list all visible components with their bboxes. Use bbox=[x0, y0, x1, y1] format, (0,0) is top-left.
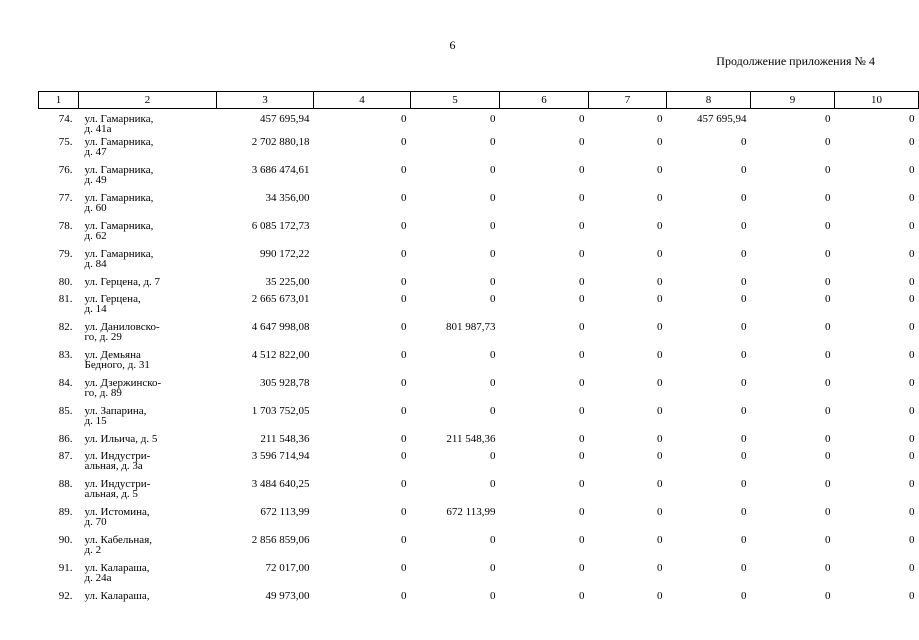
value-cell-c9: 0 bbox=[825, 321, 831, 333]
address-cell bbox=[79, 378, 217, 406]
address-line-2: Бедного, д. 31 bbox=[84, 359, 150, 371]
value-cell-c5: 0 bbox=[490, 590, 496, 602]
value-cell-c3: 34 356,00 bbox=[265, 192, 310, 204]
address-line-1: ул. Гамарника, bbox=[84, 248, 154, 260]
value-cell-c6: 0 bbox=[579, 506, 585, 518]
value-cell-c6: 0 bbox=[579, 405, 585, 417]
value-cell-c6: 0 bbox=[579, 113, 585, 125]
value-cell-c5: 0 bbox=[490, 478, 496, 490]
address-cell bbox=[79, 137, 217, 165]
value-cell-c6: 0 bbox=[579, 321, 585, 333]
value-cell-c8: 0 bbox=[741, 220, 747, 232]
value-cell-c8: 0 bbox=[741, 478, 747, 490]
address-line-1: ул. Даниловско- bbox=[84, 321, 160, 333]
value-cell-c8: 0 bbox=[741, 276, 747, 288]
value-cell-c8: 0 bbox=[741, 293, 747, 305]
address-cell bbox=[79, 165, 217, 193]
value-cell-c5: 0 bbox=[490, 276, 496, 288]
row-number: 84. bbox=[58, 377, 73, 389]
value-cell-c6: 0 bbox=[579, 248, 585, 260]
address-line-1: ул. Запарина, bbox=[84, 405, 147, 417]
value-cell-c8: 0 bbox=[741, 405, 747, 417]
value-cell-c3: 2 856 859,06 bbox=[251, 534, 310, 546]
address-line-2: альная, д. 5 bbox=[84, 488, 138, 500]
value-cell-c3: 672 113,99 bbox=[260, 506, 310, 518]
table-row bbox=[39, 406, 919, 434]
value-cell-c8: 0 bbox=[741, 450, 747, 462]
table-row bbox=[39, 378, 919, 406]
value-cell-c7: 0 bbox=[657, 349, 663, 361]
value-cell-c3: 3 686 474,61 bbox=[251, 164, 310, 176]
value-cell-c6: 0 bbox=[579, 534, 585, 546]
address-line-1: ул. Индустри- bbox=[84, 450, 151, 462]
value-cell-c4: 0 bbox=[401, 276, 407, 288]
value-cell-c8: 0 bbox=[741, 349, 747, 361]
value-cell-c4: 0 bbox=[401, 377, 407, 389]
address-line-1: ул. Индустри- bbox=[84, 478, 151, 490]
value-cell-c4: 0 bbox=[401, 113, 407, 125]
address-cell bbox=[79, 479, 217, 507]
value-cell-c3: 211 548,36 bbox=[260, 433, 310, 445]
value-cell-c10: 0 bbox=[909, 506, 915, 518]
value-cell-c7: 0 bbox=[657, 562, 663, 574]
value-cell-c3: 3 596 714,94 bbox=[251, 450, 310, 462]
value-cell-c3: 35 225,00 bbox=[265, 276, 310, 288]
address-cell bbox=[79, 563, 217, 591]
row-number: 75. bbox=[58, 136, 73, 148]
address-line-1: ул. Герцена, bbox=[84, 293, 141, 305]
address-line-1: ул. Калараша, bbox=[84, 590, 150, 602]
value-cell-c10: 0 bbox=[909, 293, 915, 305]
address-line-1: ул. Гамарника, bbox=[84, 192, 154, 204]
address-line-2: д. 2 bbox=[84, 544, 102, 556]
address-cell bbox=[79, 507, 217, 535]
address-line-1: ул. Герцена, д. 7 bbox=[84, 276, 161, 288]
value-cell-c7: 0 bbox=[657, 248, 663, 260]
table-row bbox=[39, 434, 919, 451]
address-line-2: д. 41а bbox=[84, 123, 112, 135]
value-cell-c7: 0 bbox=[657, 450, 663, 462]
address-cell bbox=[79, 434, 217, 451]
address-line-1: ул. Демьяна bbox=[84, 349, 141, 361]
value-cell-c4: 0 bbox=[401, 562, 407, 574]
value-cell-c6: 0 bbox=[579, 293, 585, 305]
address-cell bbox=[79, 277, 217, 294]
value-cell-c9: 0 bbox=[825, 590, 831, 602]
value-cell-c6: 0 bbox=[579, 192, 585, 204]
value-cell-c10: 0 bbox=[909, 562, 915, 574]
address-line-1: ул. Ильича, д. 5 bbox=[84, 433, 158, 445]
value-cell-c3: 3 484 640,25 bbox=[251, 478, 310, 490]
value-cell-c7: 0 bbox=[657, 276, 663, 288]
row-number: 80. bbox=[58, 276, 73, 288]
value-cell-c9: 0 bbox=[825, 377, 831, 389]
table-row bbox=[39, 507, 919, 535]
row-number: 79. bbox=[58, 248, 73, 260]
table-row bbox=[39, 249, 919, 277]
table-body bbox=[39, 109, 919, 609]
table-header-row bbox=[39, 92, 919, 109]
address-line-2: д. 15 bbox=[84, 415, 107, 427]
row-number: 90. bbox=[58, 534, 73, 546]
column-header: 9 bbox=[751, 92, 835, 109]
column-header: 3 bbox=[217, 92, 314, 109]
table-row bbox=[39, 277, 919, 294]
value-cell-c8: 0 bbox=[741, 377, 747, 389]
value-cell-c10: 0 bbox=[909, 276, 915, 288]
value-cell-c5: 0 bbox=[490, 377, 496, 389]
value-cell-c5: 0 bbox=[490, 192, 496, 204]
value-cell-c8: 0 bbox=[741, 590, 747, 602]
address-cell bbox=[79, 109, 217, 138]
row-number: 83. bbox=[58, 349, 73, 361]
value-cell-c5: 0 bbox=[490, 450, 496, 462]
address-line-2: д. 84 bbox=[84, 258, 107, 270]
value-cell-c9: 0 bbox=[825, 164, 831, 176]
value-cell-c9: 0 bbox=[825, 534, 831, 546]
value-cell-c6: 0 bbox=[579, 276, 585, 288]
value-cell-c6: 0 bbox=[579, 136, 585, 148]
value-cell-c6: 0 bbox=[579, 377, 585, 389]
value-cell-c9: 0 bbox=[825, 113, 831, 125]
value-cell-c10: 0 bbox=[909, 534, 915, 546]
address-line-2: д. 49 bbox=[84, 174, 107, 186]
column-header: 4 bbox=[314, 92, 411, 109]
row-number: 88. bbox=[58, 478, 73, 490]
table-row bbox=[39, 193, 919, 221]
value-cell-c7: 0 bbox=[657, 321, 663, 333]
value-cell-c10: 0 bbox=[909, 220, 915, 232]
address-cell bbox=[79, 535, 217, 563]
value-cell-c3: 305 928,78 bbox=[260, 377, 310, 389]
value-cell-c10: 0 bbox=[909, 433, 915, 445]
value-cell-c6: 0 bbox=[579, 164, 585, 176]
address-line-1: ул. Истомина, bbox=[84, 506, 150, 518]
address-cell bbox=[79, 451, 217, 479]
value-cell-c7: 0 bbox=[657, 220, 663, 232]
value-cell-c5: 0 bbox=[490, 136, 496, 148]
row-number: 87. bbox=[58, 450, 73, 462]
value-cell-c5: 0 bbox=[490, 562, 496, 574]
table-row bbox=[39, 294, 919, 322]
value-cell-c5: 0 bbox=[490, 534, 496, 546]
value-cell-c7: 0 bbox=[657, 377, 663, 389]
value-cell-c9: 0 bbox=[825, 192, 831, 204]
value-cell-c7: 0 bbox=[657, 534, 663, 546]
address-line-2: д. 62 bbox=[84, 230, 107, 242]
column-header: 6 bbox=[500, 92, 589, 109]
table-row bbox=[39, 591, 919, 608]
column-header: 7 bbox=[589, 92, 667, 109]
value-cell-c10: 0 bbox=[909, 113, 915, 125]
value-cell-c8: 457 695,94 bbox=[697, 113, 747, 125]
column-header: 5 bbox=[411, 92, 500, 109]
value-cell-c10: 0 bbox=[909, 248, 915, 260]
column-header: 8 bbox=[667, 92, 751, 109]
row-number: 86. bbox=[58, 433, 73, 445]
value-cell-c4: 0 bbox=[401, 293, 407, 305]
value-cell-c9: 0 bbox=[825, 293, 831, 305]
table-row bbox=[39, 109, 919, 138]
value-cell-c10: 0 bbox=[909, 192, 915, 204]
address-line-2: д. 70 bbox=[84, 516, 107, 528]
value-cell-c7: 0 bbox=[657, 192, 663, 204]
value-cell-c8: 0 bbox=[741, 321, 747, 333]
value-cell-c4: 0 bbox=[401, 220, 407, 232]
address-cell bbox=[79, 221, 217, 249]
value-cell-c4: 0 bbox=[401, 349, 407, 361]
value-cell-c10: 0 bbox=[909, 590, 915, 602]
value-cell-c9: 0 bbox=[825, 136, 831, 148]
address-line-2: альная, д. 3а bbox=[84, 460, 143, 472]
value-cell-c7: 0 bbox=[657, 478, 663, 490]
address-cell bbox=[79, 406, 217, 434]
value-cell-c7: 0 bbox=[657, 405, 663, 417]
address-line-1: ул. Гамарника, bbox=[84, 164, 154, 176]
value-cell-c5: 672 113,99 bbox=[446, 506, 496, 518]
value-cell-c8: 0 bbox=[741, 248, 747, 260]
table-row bbox=[39, 350, 919, 378]
value-cell-c9: 0 bbox=[825, 248, 831, 260]
row-number: 92. bbox=[58, 590, 73, 602]
table-row bbox=[39, 322, 919, 350]
table-row bbox=[39, 563, 919, 591]
address-line-1: ул. Гамарника, bbox=[84, 113, 154, 125]
row-number: 76. bbox=[58, 164, 73, 176]
value-cell-c5: 0 bbox=[490, 113, 496, 125]
value-cell-c9: 0 bbox=[825, 349, 831, 361]
table-row bbox=[39, 479, 919, 507]
value-cell-c9: 0 bbox=[825, 478, 831, 490]
address-line-1: ул. Гамарника, bbox=[84, 220, 154, 232]
address-cell bbox=[79, 193, 217, 221]
value-cell-c3: 2 665 673,01 bbox=[251, 293, 310, 305]
value-cell-c7: 0 bbox=[657, 113, 663, 125]
value-cell-c7: 0 bbox=[657, 164, 663, 176]
value-cell-c9: 0 bbox=[825, 220, 831, 232]
value-cell-c7: 0 bbox=[657, 433, 663, 445]
value-cell-c6: 0 bbox=[579, 590, 585, 602]
value-cell-c9: 0 bbox=[825, 405, 831, 417]
value-cell-c3: 457 695,94 bbox=[260, 113, 310, 125]
value-cell-c4: 0 bbox=[401, 534, 407, 546]
appendix-table bbox=[38, 91, 919, 608]
value-cell-c5: 0 bbox=[490, 248, 496, 260]
value-cell-c3: 4 512 822,00 bbox=[251, 349, 310, 361]
address-line-2: д. 60 bbox=[84, 202, 107, 214]
address-line-1: ул. Калараша, bbox=[84, 562, 150, 574]
value-cell-c5: 0 bbox=[490, 405, 496, 417]
value-cell-c5: 801 987,73 bbox=[446, 321, 496, 333]
value-cell-c9: 0 bbox=[825, 562, 831, 574]
value-cell-c6: 0 bbox=[579, 450, 585, 462]
value-cell-c10: 0 bbox=[909, 450, 915, 462]
value-cell-c9: 0 bbox=[825, 276, 831, 288]
column-header: 10 bbox=[835, 92, 919, 109]
value-cell-c4: 0 bbox=[401, 433, 407, 445]
value-cell-c7: 0 bbox=[657, 136, 663, 148]
value-cell-c7: 0 bbox=[657, 590, 663, 602]
appendix-continuation-title: Продолжение приложения № 4 bbox=[716, 54, 875, 68]
value-cell-c4: 0 bbox=[401, 590, 407, 602]
value-cell-c9: 0 bbox=[825, 433, 831, 445]
value-cell-c3: 990 172,22 bbox=[260, 248, 310, 260]
value-cell-c6: 0 bbox=[579, 220, 585, 232]
value-cell-c5: 0 bbox=[490, 164, 496, 176]
address-cell bbox=[79, 322, 217, 350]
column-header: 1 bbox=[39, 92, 79, 109]
value-cell-c4: 0 bbox=[401, 164, 407, 176]
address-cell bbox=[79, 294, 217, 322]
address-line-2: д. 24а bbox=[84, 572, 112, 584]
address-line-2: го, д. 89 bbox=[84, 387, 122, 399]
value-cell-c10: 0 bbox=[909, 405, 915, 417]
value-cell-c4: 0 bbox=[401, 405, 407, 417]
row-number: 77. bbox=[58, 192, 73, 204]
value-cell-c6: 0 bbox=[579, 433, 585, 445]
value-cell-c4: 0 bbox=[401, 136, 407, 148]
row-number: 78. bbox=[58, 220, 73, 232]
page-number: 6 bbox=[449, 38, 456, 52]
value-cell-c4: 0 bbox=[401, 192, 407, 204]
address-line-2: го, д. 29 bbox=[84, 331, 122, 343]
table-row bbox=[39, 221, 919, 249]
value-cell-c7: 0 bbox=[657, 506, 663, 518]
table-row bbox=[39, 165, 919, 193]
address-cell bbox=[79, 249, 217, 277]
value-cell-c8: 0 bbox=[741, 506, 747, 518]
value-cell-c10: 0 bbox=[909, 164, 915, 176]
value-cell-c4: 0 bbox=[401, 478, 407, 490]
value-cell-c10: 0 bbox=[909, 321, 915, 333]
value-cell-c5: 0 bbox=[490, 220, 496, 232]
address-line-2: д. 47 bbox=[84, 146, 107, 158]
value-cell-c3: 72 017,00 bbox=[265, 562, 310, 574]
address-cell bbox=[79, 350, 217, 378]
row-number: 81. bbox=[58, 293, 73, 305]
table-row bbox=[39, 137, 919, 165]
column-header: 2 bbox=[79, 92, 217, 109]
value-cell-c8: 0 bbox=[741, 136, 747, 148]
value-cell-c4: 0 bbox=[401, 321, 407, 333]
value-cell-c8: 0 bbox=[741, 433, 747, 445]
value-cell-c8: 0 bbox=[741, 534, 747, 546]
row-number: 89. bbox=[58, 506, 73, 518]
row-number: 91. bbox=[58, 562, 73, 574]
value-cell-c6: 0 bbox=[579, 562, 585, 574]
value-cell-c4: 0 bbox=[401, 506, 407, 518]
address-line-1: ул. Кабельная, bbox=[84, 534, 152, 546]
value-cell-c10: 0 bbox=[909, 349, 915, 361]
value-cell-c6: 0 bbox=[579, 349, 585, 361]
value-cell-c10: 0 bbox=[909, 136, 915, 148]
address-line-1: ул. Гамарника, bbox=[84, 136, 154, 148]
value-cell-c3: 2 702 880,18 bbox=[251, 136, 310, 148]
table-row bbox=[39, 535, 919, 563]
table-row bbox=[39, 451, 919, 479]
address-line-1: ул. Дзержинско- bbox=[84, 377, 162, 389]
value-cell-c5: 0 bbox=[490, 293, 496, 305]
value-cell-c3: 4 647 998,08 bbox=[251, 321, 310, 333]
row-number: 74. bbox=[58, 113, 73, 125]
value-cell-c7: 0 bbox=[657, 293, 663, 305]
value-cell-c4: 0 bbox=[401, 248, 407, 260]
value-cell-c10: 0 bbox=[909, 478, 915, 490]
value-cell-c3: 6 085 172,73 bbox=[251, 220, 310, 232]
value-cell-c3: 49 973,00 bbox=[265, 590, 310, 602]
value-cell-c8: 0 bbox=[741, 164, 747, 176]
value-cell-c5: 0 bbox=[490, 349, 496, 361]
value-cell-c5: 211 548,36 bbox=[446, 433, 496, 445]
address-line-2: д. 14 bbox=[84, 303, 107, 315]
value-cell-c8: 0 bbox=[741, 562, 747, 574]
value-cell-c8: 0 bbox=[741, 192, 747, 204]
row-number: 85. bbox=[58, 405, 73, 417]
value-cell-c4: 0 bbox=[401, 450, 407, 462]
value-cell-c9: 0 bbox=[825, 506, 831, 518]
value-cell-c6: 0 bbox=[579, 478, 585, 490]
value-cell-c3: 1 703 752,05 bbox=[251, 405, 310, 417]
value-cell-c9: 0 bbox=[825, 450, 831, 462]
row-number: 82. bbox=[58, 321, 73, 333]
value-cell-c10: 0 bbox=[909, 377, 915, 389]
address-cell bbox=[79, 591, 217, 608]
